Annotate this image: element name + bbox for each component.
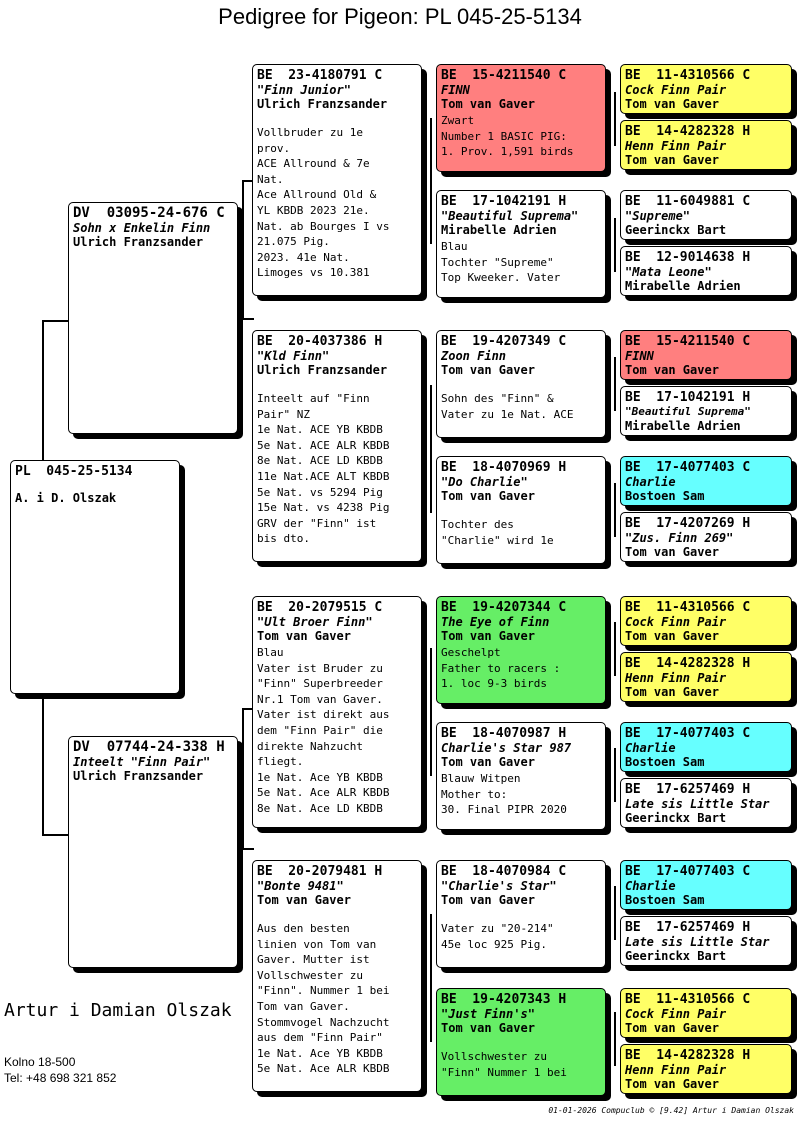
ggp-owner: Tom van Gaver bbox=[441, 97, 535, 111]
subject-ring: PL 045-25-5134 bbox=[15, 464, 133, 479]
gen4-owner: Mirabelle Adrien bbox=[625, 279, 741, 293]
gen4-owner: Tom van Gaver bbox=[625, 363, 719, 377]
gen4-name: "Beautiful Suprema" bbox=[625, 405, 751, 418]
ggp-owner: Tom van Gaver bbox=[441, 755, 535, 769]
gen4-name: Charlie bbox=[625, 879, 676, 893]
grandparent-card[interactable] bbox=[252, 596, 422, 828]
subject-pigeon-card[interactable] bbox=[10, 460, 180, 694]
sire-owner: Ulrich Franzsander bbox=[73, 235, 204, 249]
gen4-owner: Geerinckx Bart bbox=[625, 949, 727, 963]
gen4-card[interactable] bbox=[620, 596, 792, 646]
sire-name: Sohn x Enkelin Finn bbox=[73, 221, 211, 235]
ggp-name: FINN bbox=[441, 83, 470, 97]
gen4-name: Henn Finn Pair bbox=[625, 671, 727, 685]
ggp-name: Zoon Finn bbox=[441, 349, 507, 363]
grandparent-notes: Blau Vater ist Bruder zu "Finn" Superbreeder Nr.1 Tom van Gaver. Vater ist direkt aus dem "Finn Pair" die direkte Nahzucht fliegt. 1e Nat. Ace YB KBDB 5e Nat. Ace ALR KBDB 8e Nat. Ace LD KBDB bbox=[257, 646, 390, 815]
gen4-card[interactable] bbox=[620, 778, 792, 828]
ggp-name: The Eye of Finn bbox=[441, 615, 550, 629]
gen4-ring: BE 11-4310566 C bbox=[625, 68, 751, 83]
gen4-ring: BE 17-4207269 H bbox=[625, 516, 751, 531]
ggp-name: "Charlie's Star" bbox=[441, 879, 557, 893]
grandparent-name: "Finn Junior" bbox=[257, 83, 351, 97]
gen4-card[interactable] bbox=[620, 456, 792, 506]
gen4-ring: BE 11-4310566 C bbox=[625, 600, 751, 615]
connector-line bbox=[614, 886, 616, 940]
grandparent-card[interactable] bbox=[252, 330, 422, 562]
ggp-notes: Vater zu "20-214" 45e loc 925 Pig. bbox=[441, 922, 554, 951]
gen4-owner: Geerinckx Bart bbox=[625, 811, 727, 825]
ggp-name: "Just Finn's" bbox=[441, 1007, 535, 1021]
great-grandparent-card[interactable] bbox=[436, 190, 606, 298]
great-grandparent-card[interactable] bbox=[436, 596, 606, 704]
connector-line bbox=[42, 320, 44, 462]
ggp-ring: BE 19-4207343 H bbox=[441, 992, 567, 1007]
gen4-owner: Tom van Gaver bbox=[625, 153, 719, 167]
connector-line bbox=[614, 622, 616, 676]
gen4-name: Cock Finn Pair bbox=[625, 615, 727, 629]
grandparent-name: "Ult Broer Finn" bbox=[257, 615, 373, 629]
gen4-name: Late sis Little Star bbox=[625, 935, 770, 949]
grandparent-owner: Ulrich Franzsander bbox=[257, 97, 388, 111]
gen4-owner: Bostoen Sam bbox=[625, 893, 705, 907]
gen4-card[interactable] bbox=[620, 512, 792, 562]
gen4-card[interactable] bbox=[620, 64, 792, 114]
gen4-owner: Tom van Gaver bbox=[625, 1021, 719, 1035]
ggp-ring: BE 19-4207344 C bbox=[441, 600, 567, 615]
great-grandparent-card[interactable] bbox=[436, 456, 606, 564]
gen4-name: Charlie bbox=[625, 741, 676, 755]
connector-line bbox=[242, 318, 254, 320]
grandparent-card[interactable] bbox=[252, 860, 422, 1092]
connector-line bbox=[242, 708, 244, 848]
gen4-owner: Geerinckx Bart bbox=[625, 223, 727, 237]
gen4-ring: BE 14-4282328 H bbox=[625, 656, 751, 671]
gen4-owner: Bostoen Sam bbox=[625, 755, 705, 769]
gen4-name: "Supreme" bbox=[625, 209, 691, 223]
grandparent-card[interactable] bbox=[252, 64, 422, 296]
connector-line bbox=[242, 180, 244, 318]
gen4-card[interactable] bbox=[620, 916, 792, 966]
dam-card[interactable] bbox=[68, 736, 238, 968]
gen4-name: FINN bbox=[625, 349, 654, 363]
connector-line bbox=[42, 698, 44, 834]
gen4-ring: BE 17-6257469 H bbox=[625, 920, 751, 935]
gen4-card[interactable] bbox=[620, 860, 792, 910]
connector-line bbox=[42, 320, 70, 322]
connector-line bbox=[430, 118, 432, 244]
great-grandparent-card[interactable] bbox=[436, 722, 606, 830]
ggp-ring: BE 18-4070984 C bbox=[441, 864, 567, 879]
connector-line bbox=[42, 834, 70, 836]
gen4-card[interactable] bbox=[620, 386, 792, 436]
gen4-ring: BE 15-4211540 C bbox=[625, 334, 751, 349]
grandparent-notes: Inteelt auf "Finn Pair" NZ 1e Nat. ACE YB KBDB 5e Nat. ACE ALR KBDB 8e Nat. ACE LD KBDB 11e Nat.ACE ALT KBDB 5e Nat. vs 5294 Pig 15e Nat. vs 4238 Pig GRV der "Finn" ist bis dto. bbox=[257, 392, 390, 546]
ggp-owner: Tom van Gaver bbox=[441, 363, 535, 377]
ggp-notes: Blau Tochter "Supreme" Top Kweeker. Vater bbox=[441, 240, 561, 285]
gen4-owner: Tom van Gaver bbox=[625, 545, 719, 559]
gen4-card[interactable] bbox=[620, 330, 792, 380]
gen4-name: Henn Finn Pair bbox=[625, 139, 727, 153]
gen4-owner: Mirabelle Adrien bbox=[625, 419, 741, 433]
sire-ring: DV 03095-24-676 C bbox=[73, 205, 225, 221]
ggp-notes: Vollschwester zu "Finn" Nummer 1 bei bbox=[441, 1050, 567, 1079]
ggp-owner: Tom van Gaver bbox=[441, 1021, 535, 1035]
gen4-card[interactable] bbox=[620, 190, 792, 240]
gen4-owner: Tom van Gaver bbox=[625, 1077, 719, 1091]
breeder-name: Artur i Damian Olszak bbox=[4, 1000, 232, 1021]
dam-name: Inteelt "Finn Pair" bbox=[73, 755, 211, 769]
connector-line bbox=[614, 357, 616, 411]
connector-line bbox=[614, 748, 616, 802]
connector-line bbox=[430, 385, 432, 513]
gen4-name: Cock Finn Pair bbox=[625, 83, 727, 97]
ggp-owner: Tom van Gaver bbox=[441, 893, 535, 907]
gen4-card[interactable] bbox=[620, 1044, 792, 1094]
grandparent-ring: BE 20-2079515 C bbox=[257, 600, 383, 615]
ggp-ring: BE 18-4070969 H bbox=[441, 460, 567, 475]
grandparent-name: "Bonte 9481" bbox=[257, 879, 344, 893]
connector-line bbox=[430, 648, 432, 776]
ggp-notes: Sohn des "Finn" & Vater zu 1e Nat. ACE bbox=[441, 392, 574, 421]
connector-line bbox=[242, 848, 254, 850]
ggp-owner: Tom van Gaver bbox=[441, 629, 535, 643]
grandparent-owner: Ulrich Franzsander bbox=[257, 363, 388, 377]
gen4-ring: BE 14-4282328 H bbox=[625, 1048, 751, 1063]
ggp-notes: Tochter des "Charlie" wird 1e bbox=[441, 518, 554, 547]
dam-ring: DV 07744-24-338 H bbox=[73, 739, 225, 755]
page-title: Pedigree for Pigeon: PL 045-25-5134 bbox=[218, 4, 582, 29]
gen4-ring: BE 17-4077403 C bbox=[625, 864, 751, 879]
great-grandparent-card[interactable] bbox=[436, 988, 606, 1096]
gen4-ring: BE 17-4077403 C bbox=[625, 460, 751, 475]
ggp-notes: Zwart Number 1 BASIC PIG: 1. Prov. 1,591 birds bbox=[441, 114, 574, 159]
sire-card[interactable] bbox=[68, 202, 238, 434]
ggp-name: "Do Charlie" bbox=[441, 475, 528, 489]
great-grandparent-card[interactable] bbox=[436, 64, 606, 172]
grandparent-name: "Kld Finn" bbox=[257, 349, 330, 363]
gen4-card[interactable] bbox=[620, 246, 792, 296]
connector-line bbox=[614, 218, 616, 272]
great-grandparent-card[interactable] bbox=[436, 330, 606, 438]
grandparent-ring: BE 20-2079481 H bbox=[257, 864, 383, 879]
great-grandparent-card[interactable] bbox=[436, 860, 606, 968]
ggp-notes: Blauw Witpen Mother to: 30. Final PIPR 2020 bbox=[441, 772, 567, 817]
gen4-owner: Tom van Gaver bbox=[625, 97, 719, 111]
ggp-name: Charlie's Star 987 bbox=[441, 741, 572, 755]
ggp-ring: BE 19-4207349 C bbox=[441, 334, 567, 349]
dam-owner: Ulrich Franzsander bbox=[73, 769, 204, 783]
subject-owner: A. i D. Olszak bbox=[15, 491, 117, 505]
gen4-ring: BE 14-4282328 H bbox=[625, 124, 751, 139]
gen4-card[interactable] bbox=[620, 652, 792, 702]
connector-line bbox=[430, 914, 432, 1042]
grandparent-notes: Aus den besten linien von Tom van Gaver. Mutter ist Vollschwester zu "Finn". Nummer 1 bei Tom van Gaver. Stommvogel Nachzucht aus dem "Finn Pair" 1e Nat. Ace YB KBDB 5e Nat. Ace ALR KBDB bbox=[257, 922, 390, 1076]
gen4-ring: BE 11-6049881 C bbox=[625, 194, 751, 209]
ggp-ring: BE 15-4211540 C bbox=[441, 68, 567, 83]
gen4-ring: BE 17-6257469 H bbox=[625, 782, 751, 797]
gen4-ring: BE 11-4310566 C bbox=[625, 992, 751, 1007]
ggp-ring: BE 17-1042191 H bbox=[441, 194, 567, 209]
ggp-ring: BE 18-4070987 H bbox=[441, 726, 567, 741]
gen4-name: Henn Finn Pair bbox=[625, 1063, 727, 1077]
ggp-owner: Tom van Gaver bbox=[441, 489, 535, 503]
gen4-card[interactable] bbox=[620, 988, 792, 1038]
connector-line bbox=[614, 92, 616, 146]
gen4-name: Charlie bbox=[625, 475, 676, 489]
gen4-ring: BE 17-1042191 H bbox=[625, 390, 751, 405]
gen4-name: Cock Finn Pair bbox=[625, 1007, 727, 1021]
ggp-name: "Beautiful Suprema" bbox=[441, 209, 579, 223]
gen4-owner: Tom van Gaver bbox=[625, 685, 719, 699]
gen4-name: Late sis Little Star bbox=[625, 797, 770, 811]
grandparent-owner: Tom van Gaver bbox=[257, 893, 351, 907]
grandparent-ring: BE 20-4037386 H bbox=[257, 334, 383, 349]
gen4-ring: BE 17-4077403 C bbox=[625, 726, 751, 741]
gen4-owner: Bostoen Sam bbox=[625, 489, 705, 503]
connector-line bbox=[614, 1012, 616, 1066]
gen4-owner: Tom van Gaver bbox=[625, 629, 719, 643]
gen4-name: "Mata Leone" bbox=[625, 265, 712, 279]
ggp-notes: Geschelpt Father to racers : 1. loc 9-3 birds bbox=[441, 646, 561, 691]
connector-line bbox=[614, 483, 616, 537]
breeder-address: Kolno 18-500 Tel: +48 698 321 852 bbox=[4, 1055, 117, 1085]
grandparent-ring: BE 23-4180791 C bbox=[257, 68, 383, 83]
grandparent-notes: Vollbruder zu 1e prov. ACE Allround & 7e Nat. Ace Allround Old & YL KBDB 2023 21e. Nat. ab Bourges I vs 21.075 Pig. 2023. 41e Nat. Limoges vs 10.381 bbox=[257, 126, 390, 280]
gen4-name: "Zus. Finn 269" bbox=[625, 531, 734, 545]
gen4-card[interactable] bbox=[620, 120, 792, 170]
grandparent-owner: Tom van Gaver bbox=[257, 629, 351, 643]
footer-text: 01-01-2026 Compuclub © [9.42] Artur i Damian Olszak bbox=[548, 1106, 794, 1115]
gen4-card[interactable] bbox=[620, 722, 792, 772]
gen4-ring: BE 12-9014638 H bbox=[625, 250, 751, 265]
ggp-owner: Mirabelle Adrien bbox=[441, 223, 557, 237]
